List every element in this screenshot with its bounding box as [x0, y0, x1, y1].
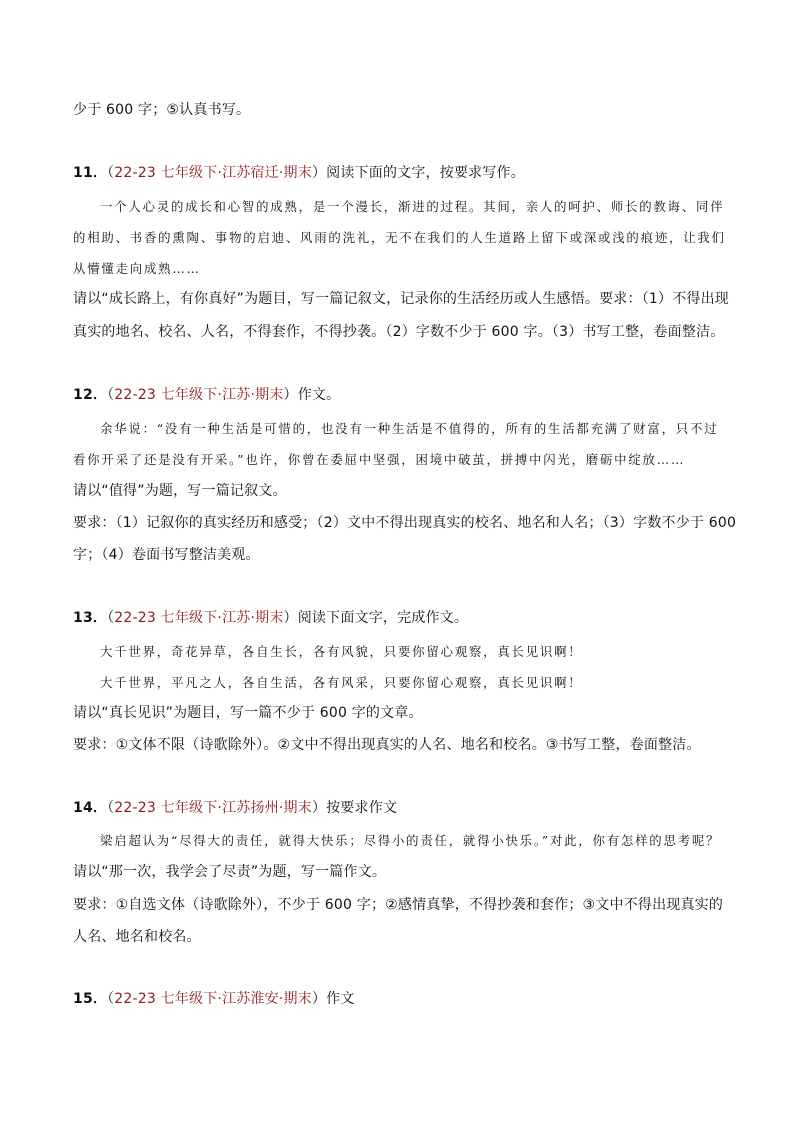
source-open-paren: （ — [107, 165, 115, 181]
requirement-line: 要求：（1）记叙你的真实经历和感受；（2）文中不得出现真实的校名、地名和人名；（3）字数不少于 600 — [73, 515, 737, 531]
quote-line: 看你开采了还是没有开采。”也许，你曾在委屈中坚强，困境中破茧，拼搏中闪光，磨砺中绽放…… — [73, 452, 686, 467]
source-open-paren: （ — [107, 991, 115, 1007]
question-source: 22-23 七年级下·江苏淮安·期末 — [114, 991, 312, 1007]
source-close-paren: ） — [311, 800, 327, 816]
quote-line: 的相助、书香的熏陶、事物的启迪、风雨的洗礼，无不在我们的人生道路上留下或深或浅的痕迹，让我们 — [73, 230, 726, 245]
requirement-line: 人名、地名和校名。 — [73, 929, 201, 945]
requirement-line: 请以“真长见识”为题目，写一篇不少于 600 字的文章。 — [73, 705, 423, 721]
source-open-paren: （ — [107, 387, 115, 403]
quote-line: 从懵懂走向成熟…… — [73, 261, 201, 276]
requirement-line: 真实的地名、校名、人名，不得套作，不得抄袭。（2）字数不少于 600 字。（3）书写工整，卷面整洁。 — [73, 324, 725, 340]
quote-line: 大千世界，平凡之人，各自生活，各有风采，只要你留心观察，真长见识啊！ — [100, 675, 583, 690]
question-15-heading — [73, 990, 733, 1008]
source-open-paren: （ — [107, 800, 115, 816]
question-12-heading — [73, 386, 733, 404]
question-14-heading — [73, 799, 733, 817]
question-source: 22-23 七年级下·江苏·期末 — [114, 610, 284, 626]
question-13-heading — [73, 609, 733, 627]
source-close-paren: ） — [283, 387, 298, 403]
source-open-paren: （ — [107, 610, 115, 626]
question-source: 22-23 七年级下·江苏·期末 — [114, 387, 284, 403]
question-source: 22-23 七年级下·江苏扬州·期末 — [114, 800, 312, 816]
quote-line: 余华说：“没有一种生活是可惜的，也没有一种生活是不值得的，所有的生活都充满了财富，只不过 — [100, 421, 719, 436]
question-instruction: 阅读下面文字，完成作文。 — [297, 610, 469, 626]
question-instruction: 作文 — [326, 991, 355, 1007]
question-number: 12． — [73, 387, 108, 403]
requirement-line: 字；（4）卷面书写整洁美观。 — [73, 547, 260, 563]
source-close-paren: ） — [283, 610, 298, 626]
requirement-line: 请以“那一次，我学会了尽责”为题，写一篇作文。 — [73, 864, 387, 880]
source-close-paren: ） — [311, 165, 327, 181]
question-instruction: 阅读下面的文字，按要求写作。 — [326, 165, 525, 181]
question-instruction: 按要求作文 — [326, 800, 398, 816]
quote-line: 梁启超认为“尽得大的责任，就得大快乐；尽得小的责任，就得小快乐。”对此，你有怎样的思考呢？ — [100, 833, 721, 848]
question-instruction: 作文。 — [297, 387, 341, 403]
source-close-paren: ） — [311, 991, 327, 1007]
question-number: 14． — [73, 800, 108, 816]
text-line: 少于 600 字；⑤认真书写。 — [73, 102, 251, 118]
question-11-heading — [73, 164, 733, 182]
question-source: 22-23 七年级下·江苏宿迁·期末 — [114, 165, 312, 181]
requirement-line: 要求：①自选文体（诗歌除外），不少于 600 字；②感情真挚，不得抄袭和套作；③文中不得出现真实的 — [73, 897, 724, 913]
quote-line: 一个人心灵的成长和心智的成熟，是一个漫长，渐进的过程。其间，亲人的呵护、师长的教诲、同伴 — [100, 199, 725, 214]
requirement-line: 请以“值得”为题，写一篇记叙文。 — [73, 483, 287, 499]
question-number: 15． — [73, 991, 108, 1007]
question-number: 13． — [73, 610, 108, 626]
requirement-line: 请以“成长路上，有你真好”为题目，写一篇记叙文，记录你的生活经历或人生感悟。要求：（1）不得出现 — [73, 291, 730, 307]
requirement-line: 要求：①文体不限（诗歌除外）。②文中不得出现真实的人名、地名和校名。③书写工整，卷面整洁。 — [73, 737, 701, 753]
question-number: 11． — [73, 165, 108, 181]
quote-line: 大千世界，奇花异草，各自生长，各有风貌，只要你留心观察，真长见识啊！ — [100, 644, 583, 659]
